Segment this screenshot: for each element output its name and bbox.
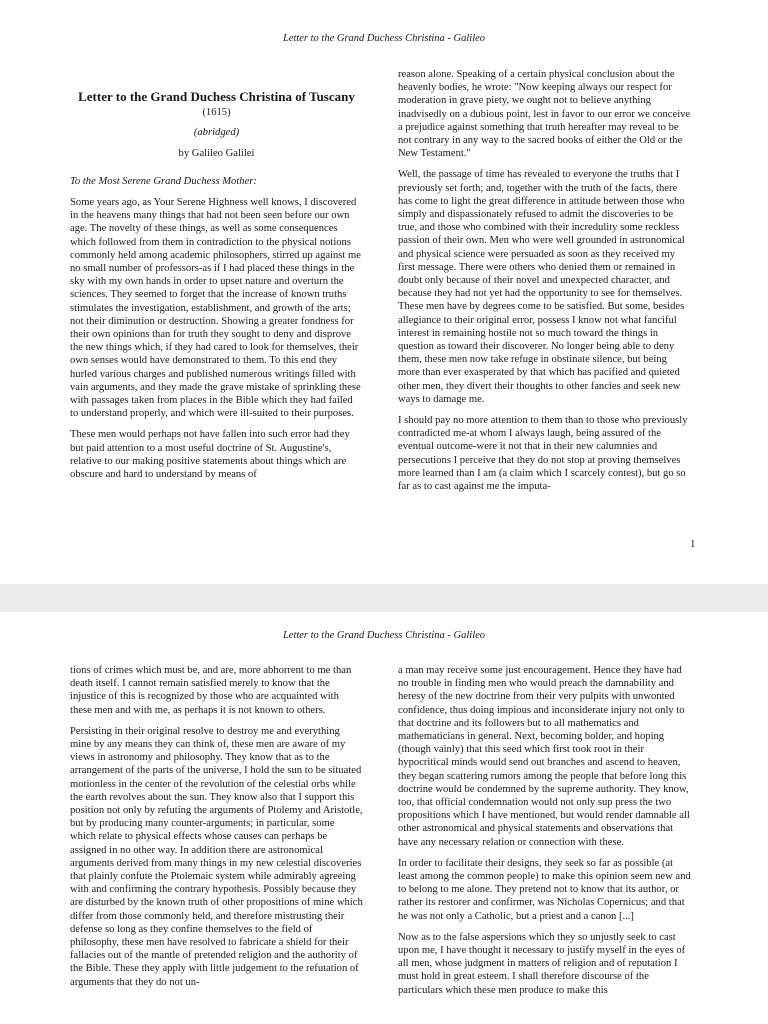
- page1-right-column: [398, 68, 691, 501]
- page-separator: [0, 584, 768, 612]
- document-date: (1615): [202, 107, 231, 119]
- page-number: 1: [690, 538, 696, 550]
- paragraph: These men would perhaps not have fallen into such error had they but paid attention to a most useful doctrine of St. Augustine's, relative to our making positive statements about things which are obscure and hard to understand by means of: [70, 429, 350, 481]
- page2-right-column: [398, 664, 691, 1005]
- paragraph: Persisting in their original resolve to destroy me and everything mine by any means they can think of, these men are aware of my views in astronomy and philosophy. They know that as to the arrangement of the parts of the universe, I hold the sun to be situated motionless in the center of the revolution of the celestial orbs while the earth revolves about the sun. They know also that I support this position not only by refuting the arguments of Ptolemy and Aristotle, but by producing many counter-arguments; in particular, some which relate to physical effects whose causes can perhaps be assigned in no other way. In addition there are astronomical arguments derived from many things in my new celestial discoveries that plainly confute the Ptolemaic system while admirably agreeing with and confirming the contrary hypothesis. Possibly because they are disturbed by the known truth of other propositions of mine which differ from those commonly held, and therefore mistrusting their defense so long as they confine themselves to the field of philosophy, these men have resolved to fabricate a shield for their fallacies out of the mantle of pretended religion and the authority of the Bible. These they apply with little judgement to the refutation of arguments that they do not un-: [70, 725, 363, 988]
- author-byline: by Galileo Galilei: [178, 147, 255, 159]
- running-head: Letter to the Grand Duchess Christina - Galileo: [282, 630, 486, 641]
- paragraph: I should pay no more attention to them than to those who previously contradicted me-at whom I always laugh, being assured of the eventual outcome-were it not that in their new calumnies and persecutions I perceive that they do not stop at proving themselves more learned than I am (a claim which I scarcely contest), but go so far as to cast against me the imputa-: [398, 415, 688, 493]
- paragraph: In order to facilitate their designs, they seek so far as possible (at least among the common people) to make this opinion seem new and to belong to me alone. They pretend not to know that its author, or rather its restorer and confirmer, was Nicholas Copernicus; and that he was not only a Catholic, but a priest and a canon [...]: [398, 857, 691, 922]
- paragraph: a man may receive some just encouragement. Hence they have had no trouble in finding men who would preach the damnability and heresy of the new doctrine from their very pulpits with unwonted confidence, thus doing impious and inconsiderate injury not only to that doctrine and its followers but to all mathematics and mathematicians in general. Next, becoming bolder, and hoping (though vainly) that this seed which first took root in their hypocritical minds would send out branches and ascend to heaven, they began scattering rumors among the people that before long this doctrine would be condemned by the supreme authority. They know, too, that official condemnation would not only sup press the two propositions which I have mentioned, but would render damnable all other astronomical and physical statements and observations that have any necessary relation or connection with these.: [398, 665, 690, 848]
- running-head: Letter to the Grand Duchess Christina - Galileo: [282, 33, 486, 44]
- document-title: Letter to the Grand Duchess Christina of Tuscany: [78, 89, 355, 104]
- document-page-2: [0, 612, 768, 1024]
- page1-left-column: [70, 90, 363, 489]
- salutation: To the Most Serene Grand Duchess Mother:: [70, 175, 257, 187]
- paragraph: Some years ago, as Your Serene Highness well knows, I discovered in the heavens many things that had not been seen before our own age. The novelty of these things, as well as some consequences which followed from them in contradiction to the physical notions commonly held among academic philosophers, stirred up against me no small number of professors-as if I had placed these things in the sky with my own hands in order to upset nature and overturn the sciences. They seemed to forget that the increase of known truths stimulates the investigation, establishment, and growth of the arts; not their diminution or destruction. Showing a greater fondness for their own opinions than for truth they sought to deny and disprove the new things which, if they had cared to look for themselves, their own senses would have demonstrated to them. To this end they hurled various charges and published numerous writings filled with vain arguments, and they made the grave mistake of sprinkling these with passages taken from places in the Bible which they had failed to understand properly, and which were ill-suited to their purposes.: [70, 197, 361, 420]
- paragraph: Now as to the false aspersions which they so unjustly seek to cast upon me, I have thought it necessary to justify myself in the eyes of all men, whose judgment in matters of religion and of reputation I must hold in great esteem. I shall therefore discourse of the particulars which these men produce to make this: [398, 931, 686, 996]
- paragraph: tions of crimes which must be, and are, more abhorrent to me than death itself. I cannot remain satisfied merely to know that the injustice of this is recognized by those who are acquainted with these men and with me, as perhaps it is not known to others.: [70, 665, 352, 716]
- page2-left-column: [70, 664, 363, 997]
- abridged-note: (abridged): [193, 127, 240, 139]
- paragraph: Well, the passage of time has revealed to everyone the truths that I previously set forth; and, together with the truth of the facts, there has come to light the great difference in attitude between those who simply and dispassionately refused to admit the discoveries to be true, and those who combined with their incredulity some reckless passion of their own. Men who were well grounded in astronomical and physical science were persuaded as soon as they received my first message. There were others who denied them or remained in doubt only because of their novel and unexpected character, and because they had not yet had the opportunity to see for themselves. These men have by degrees come to be satisfied. But some, besides allegiance to their original error, possess I know not what fanciful interest in remaining hostile not so much toward the things in question as toward their discoverer. No longer being able to deny them, these men now take refuge in obstinate silence, but being more than ever exasperated by that which has pacified and quieted other men, they divert their thoughts to other fancies and seek new ways to damage me.: [398, 169, 685, 405]
- paragraph: reason alone. Speaking of a certain physical conclusion about the heavenly bodies, he wrote: "Now keeping always our respect for moderation in grave piety, we ought not to believe anything inadvisedly on a dubious point, lest in favor to our error we conceive a prejudice against something that truth hereafter may reveal to be not contrary in any way to the sacred books of either the Old or the New Testament.": [398, 69, 691, 160]
